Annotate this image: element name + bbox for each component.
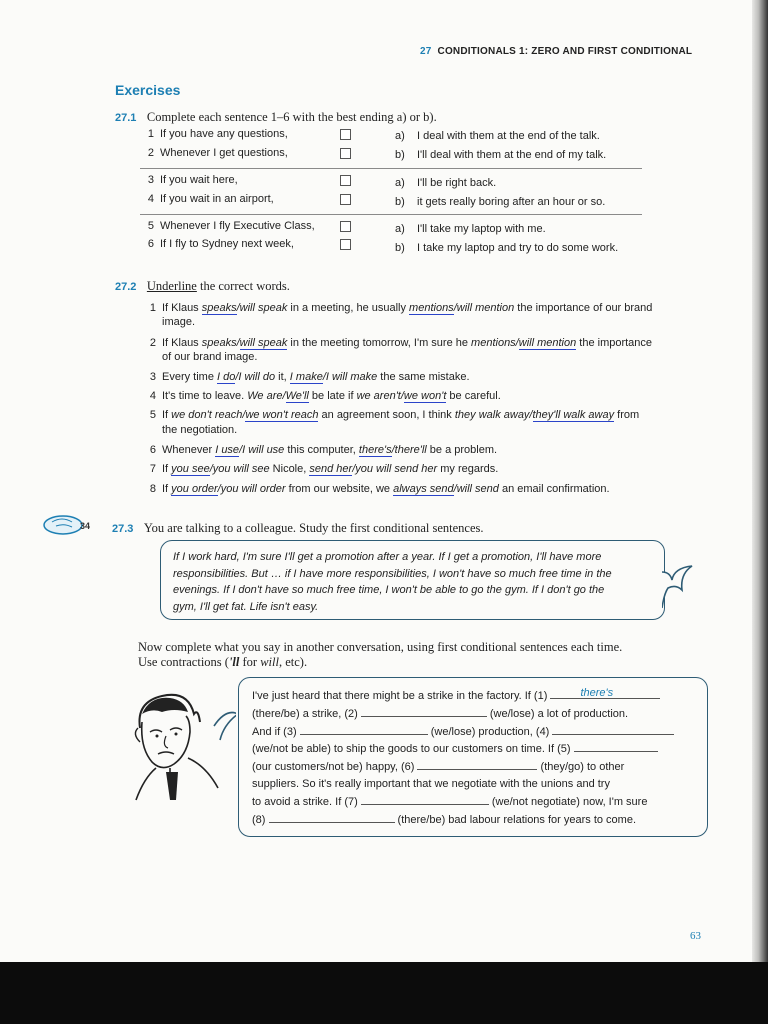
chapter-number: 27 bbox=[420, 46, 432, 57]
exercise-number: 27.1 bbox=[115, 112, 137, 124]
gap-4[interactable] bbox=[552, 723, 674, 735]
ex2-item-1-cont: image. bbox=[162, 316, 196, 328]
ex2-item-3: 3 Every time I do/I will do it, I make/I will make the same mistake. bbox=[149, 371, 470, 383]
page-edge bbox=[752, 0, 768, 962]
worried-man-illustration bbox=[126, 688, 236, 803]
instruction-line-1: Now complete what you say in another conversation, using first conditional sentences each time. bbox=[138, 640, 623, 654]
instruction-line-2: Use contractions ('ll for will, etc). bbox=[138, 655, 308, 669]
gap-7[interactable] bbox=[361, 793, 489, 805]
divider bbox=[140, 214, 642, 215]
scan-background bbox=[0, 962, 768, 1024]
underline-word: Underline bbox=[146, 279, 197, 293]
answer-checkbox[interactable] bbox=[340, 221, 351, 232]
ex1-ending-3a: a) I'll take my laptop with me. bbox=[395, 223, 546, 235]
example-answer: there's bbox=[580, 687, 614, 699]
gap-1[interactable] bbox=[550, 687, 660, 699]
ex1-ending-1a: a) I deal with them at the end of the talk. bbox=[395, 130, 600, 142]
speech-bubble-colleague: If I work hard, I'm sure I'll get a promotion after a year. If I get a promotion, I'll have more responsibilities. But … if I have more responsibilities, I won't have so much free time in the evenings. If I don't have so much free time, I won't be able to go the gym. If I don't go the gym, I'll get fat. Life isn't easy. bbox=[160, 540, 665, 620]
ex2-item-4: 4 It's time to leave. We are/We'll be late if we aren't/we won't be careful. bbox=[149, 390, 501, 402]
ex2-item-5-cont: the negotiation. bbox=[162, 424, 238, 436]
ex1-ending-3b: b) I take my laptop and try to do some work. bbox=[395, 242, 619, 254]
gap-3[interactable] bbox=[300, 723, 428, 735]
answer-checkbox[interactable] bbox=[340, 194, 351, 205]
ex2-item-7: 7 If you see/you will see Nicole, send her/you will send her my regards. bbox=[149, 463, 499, 475]
exercise-27-2-heading: 27.2 Underline the correct words. bbox=[115, 279, 290, 293]
gap-6[interactable] bbox=[417, 758, 537, 770]
ex1-ending-2a: a) I'll be right back. bbox=[395, 177, 497, 189]
answer-checkbox[interactable] bbox=[340, 239, 351, 250]
ex1-ending-2b: b) it gets really boring after an hour or so. bbox=[395, 196, 606, 208]
ex1-ending-1b: b) I'll deal with them at the end of my talk. bbox=[395, 149, 607, 161]
chapter-header bbox=[420, 46, 692, 57]
chapter-title: CONDITIONALS 1: ZERO AND FIRST CONDITIONAL bbox=[437, 46, 693, 57]
ex2-item-6: 6 Whenever I use/I will use this computer, there's/there'll be a problem. bbox=[149, 444, 498, 456]
answer-checkbox[interactable] bbox=[340, 129, 351, 140]
ex1-item-1: 1 If you have any questions, bbox=[147, 128, 288, 140]
speech-bubble-conversation: I've just heard that there might be a strike in the factory. If (1) there's (there/be) a strike, (2) (we/lose) a lot of production. And if (3) (we/lose) production, (4) (we/not be able) to ship the goods to our customers on time. If (5) (our customers/not be) happy, (6) (they/go) to other suppliers. So it's really important that we negotiate with the unions and try to avoid a strike. If (7) (we/not negotiate) now, I'm sure (8) (there/be) bad labour relations for years to come. bbox=[238, 677, 708, 837]
exercise-27-1-heading bbox=[115, 108, 437, 126]
ex2-item-2: 2 If Klaus speaks/will speak in the meeting tomorrow, I'm sure he mentions/will mention the importance bbox=[149, 337, 653, 349]
ex1-item-6: 6 If I fly to Sydney next week, bbox=[147, 238, 294, 250]
answer-checkbox[interactable] bbox=[340, 148, 351, 159]
ex2-item-2-cont: of our brand image. bbox=[162, 351, 258, 363]
ex2-item-1: 1 If Klaus speaks/will speak in a meeting, he usually mentions/will mention the importance of our brand bbox=[149, 302, 653, 314]
ex1-item-5: 5 Whenever I fly Executive Class, bbox=[147, 220, 315, 232]
gap-2[interactable] bbox=[361, 705, 487, 717]
gap-8[interactable] bbox=[269, 811, 395, 823]
speech-bubble-tail bbox=[662, 564, 702, 610]
answer-checkbox[interactable] bbox=[340, 175, 351, 186]
exercises-title: Exercises bbox=[115, 82, 181, 98]
ex1-item-2: 2 Whenever I get questions, bbox=[147, 147, 288, 159]
ex2-item-8: 8 If you order/you will order from our website, we always send/will send an email confirmation. bbox=[149, 483, 610, 495]
ex1-item-3: 3 If you wait here, bbox=[147, 174, 238, 186]
ex1-item-4: 4 If you wait in an airport, bbox=[147, 193, 274, 205]
audio-track-number: 34 bbox=[80, 521, 91, 531]
page-number: 63 bbox=[690, 930, 701, 942]
exercise-instruction: Complete each sentence 1–6 with the best ending a) or b). bbox=[146, 110, 437, 124]
gap-5[interactable] bbox=[574, 740, 658, 752]
exercise-27-3-heading: 27.3 You are talking to a colleague. Study the first conditional sentences. bbox=[112, 521, 484, 535]
ex2-item-5: 5 If we don't reach/we won't reach an agreement soon, I think they walk away/they'll walk away from bbox=[149, 409, 640, 421]
divider bbox=[140, 168, 642, 169]
